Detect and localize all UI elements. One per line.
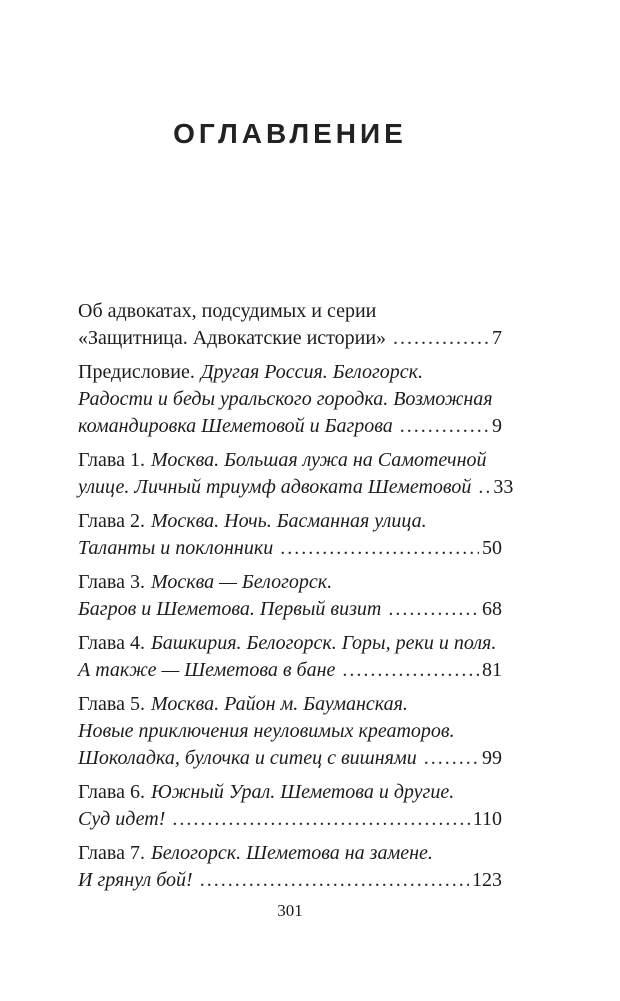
toc-entry-line [78,691,502,718]
toc-entry [78,779,502,833]
dotted-leader [400,413,489,440]
toc-entry-text: улице. Личный триумф адвоката Шеметовой [78,476,472,498]
toc-entry-last-line [78,413,502,440]
toc-entry-line [78,298,502,325]
toc-entry-page-number: 99 [482,747,502,769]
toc-entry-text: Другая Россия. Белогорск. [200,361,423,383]
toc-entry-text: А также — Шеметова в бане [78,659,336,681]
dotted-leader [393,325,489,352]
toc-entry-text: И грянул бой! [78,869,193,891]
toc-entry-line [78,359,502,386]
toc-entry-last-line [78,806,502,833]
toc-entry-page-number: 50 [482,537,502,559]
toc-entry-text: Москва — Белогорск. [150,571,333,593]
toc-entry-prefix: Глава 3. [78,571,145,593]
toc-entry-last-line [78,745,502,772]
toc-entry-text: «Защитница. Адвокатские истории» [78,327,387,349]
toc-entry-text: Багров и Шеметова. Первый визит [78,598,382,620]
dotted-leader [388,596,479,623]
dotted-leader [424,745,479,772]
toc-list [78,298,514,901]
toc-entry-line [78,718,502,745]
toc-entry-last-line [78,867,502,894]
toc-entry-prefix: Глава 4. [78,632,145,654]
toc-entry-line [78,386,502,413]
toc-entry-text: Суд идет! [78,808,166,830]
toc-entry-line [78,840,502,867]
toc-entry-text: Южный Урал. Шеметова и другие. [150,781,455,803]
toc-entry-line [78,569,502,596]
toc-entry-page-number: 123 [472,869,502,891]
toc-entry-text: Таланты и поклонники [78,537,274,559]
toc-entry-text: командировка Шеметовой и Багрова [78,415,393,437]
toc-entry-last-line [78,535,502,562]
toc-entry-text: Москва. Ночь. Басманная улица. [150,510,427,532]
toc-entry-prefix: Глава 7. [78,842,145,864]
toc-entry [78,691,502,772]
toc-entry [78,840,502,894]
toc-entry-prefix: Глава 2. [78,510,145,532]
toc-entry-text: Белогорск. Шеметова на замене. [150,842,433,864]
toc-entry-text: Башкирия. Белогорск. Горы, реки и поля. [150,632,497,654]
toc-entry-prefix: Глава 1. [78,449,145,471]
toc-entry-line [78,779,502,806]
toc-entry-text: Шоколадка, булочка и ситец с вишнями [78,747,417,769]
toc-entry-prefix: Глава 6. [78,781,145,803]
toc-entry-line [78,630,502,657]
dotted-leader [200,867,469,894]
toc-entry-text: Москва. Большая лужа на Самотечной [150,449,487,471]
toc-entry-last-line [78,474,514,501]
toc-entry-page-number: 68 [482,598,502,620]
toc-entry-text: Новые приключения неуловимых креаторов. [78,720,455,742]
toc-entry-line [78,447,502,474]
toc-entry-page-number: 7 [492,327,502,349]
dotted-leader [478,474,490,501]
toc-entry [78,359,502,440]
dotted-leader [280,535,479,562]
toc-entry-prefix: Предисловие. [78,361,195,383]
toc-entry-page-number: 110 [472,808,502,830]
toc-entry-last-line [78,325,502,352]
toc-entry [78,298,502,352]
toc-entry-prefix: Глава 5. [78,693,145,715]
toc-entry-text: Радости и беды уральского городка. Возможная [78,388,493,410]
toc-entry-page-number: 81 [482,659,502,681]
page-footer [78,901,502,1001]
toc-entry [78,508,502,562]
toc-entry-text: Москва. Район м. Бауманская. [150,693,408,715]
toc-entry [78,447,514,501]
page-title: ОГЛАВЛЕНИЕ [173,118,407,149]
toc-entry-last-line [78,657,502,684]
toc-entry-last-line [78,596,502,623]
toc-entry [78,569,502,623]
toc-entry-page-number: 9 [492,415,502,437]
dotted-leader [172,806,469,833]
toc-entry-text: Об адвокатах, подсудимых и серии [78,300,377,322]
toc-entry-line [78,508,502,535]
dotted-leader [342,657,479,684]
toc-entry [78,630,502,684]
toc-entry-page-number: 33 [493,476,514,498]
page-number: 301 [277,901,303,920]
